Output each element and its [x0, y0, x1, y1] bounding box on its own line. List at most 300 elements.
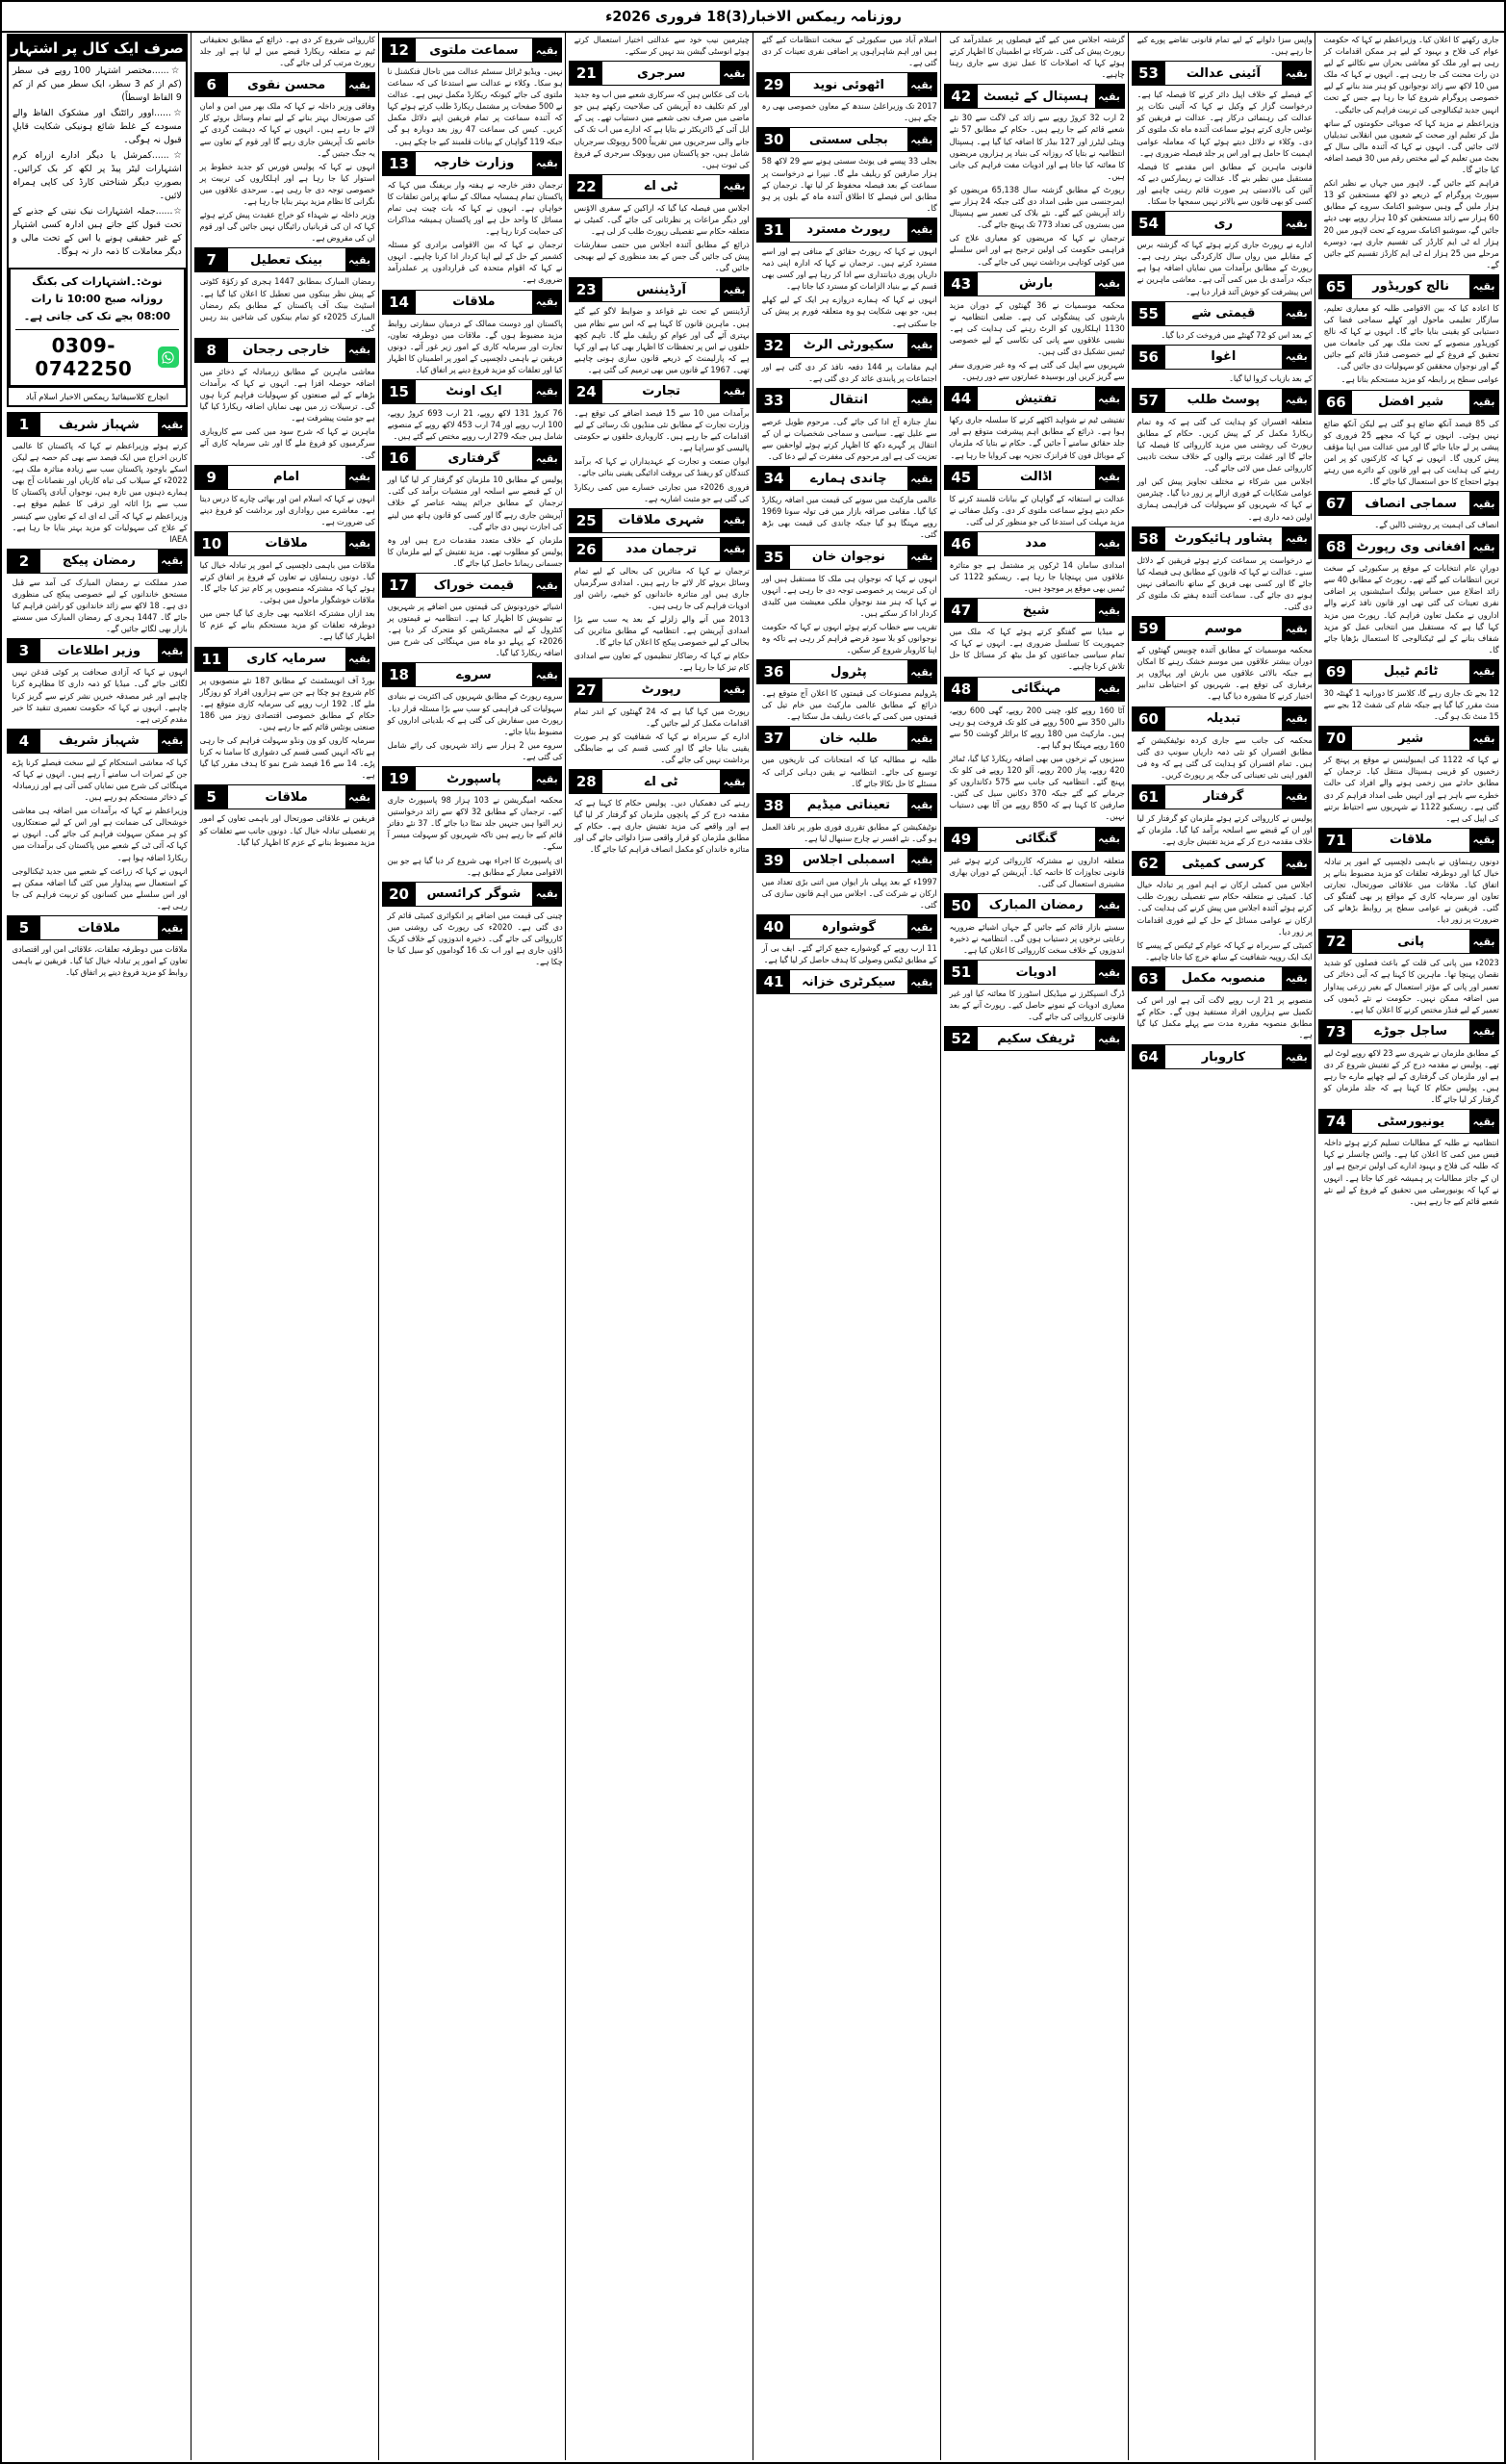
continuation-headline-box	[569, 508, 750, 533]
continuation-number: 39	[757, 849, 790, 872]
article-paragraph: سروے میں 2 ہزار سے زائد شہریوں کی رائے شامل کی گئی ہے۔	[387, 739, 563, 761]
article-paragraph: 2017 تک وزیراعلیٰ سندھ کے معاون خصوصی بھی رہ چکے ہیں۔	[761, 101, 937, 123]
article-paragraph: فریقین نے علاقائی صورتحال اور باہمی تعاون کے امور پر تفصیلی تبادلہ خیال کیا۔ دونوں جانب سے تعلقات کو مزید مضبوط بنانے کے عزم کا اظہار کیا گیا۔	[199, 813, 375, 847]
continuation-tag: بقیہ	[1469, 391, 1498, 414]
article-paragraph: منصوبے پر 21 ارب روپے لاگت آئی ہے اور اس کی تکمیل سے ہزاروں افراد مستفید ہوں گے۔ حکام کے مطابق منصوبہ مقررہ مدت سے پہلے مکمل کیا گیا ہے۔	[1136, 994, 1313, 1040]
article-paragraph: اشیائے خوردونوش کی قیمتوں میں اضافے پر شہریوں نے تشویش کا اظہار کیا ہے۔ انتظامیہ نے قیمتوں پر کنٹرول کے لیے مجسٹریٹس کو متحرک کر دیا ہے۔ 2026ء کے پہلے دو ماہ میں مہنگائی کی شرح میں اضافہ ریکارڈ کیا گیا۔	[387, 602, 563, 658]
continuation-number: 29	[757, 73, 790, 96]
continuation-title: رپورٹ مسترد	[790, 218, 907, 242]
continuation-tag: بقیہ	[532, 152, 561, 175]
continuation-tag: بقیہ	[907, 794, 936, 817]
article-paragraph: ملاقات میں باہمی دلچسپی کے امور پر تبادلہ خیال کیا گیا۔ دونوں رہنماؤں نے تعاون کے فروغ پر اتفاق کرتے ہوئے کہا کہ مشترکہ منصوبوں پر کام تیز کیا جائے گا۔ ملاقات خوشگوار ماحول میں ہوئی۔	[199, 559, 375, 605]
continuation-number: 28	[570, 770, 602, 793]
article-paragraph: اجلاس میں فیصلہ کیا گیا کہ اراکین کے سفری الاؤنس اور دیگر مراعات پر نظرثانی کی جائے گی۔ کمیٹی نے متعلقہ حکام سے تفصیلی رپورٹ طلب کر لی ہے۔	[574, 202, 750, 237]
article-paragraph: کارروائی شروع کر دی ہے۔ ذرائع کے مطابق تحقیقاتی ٹیم نے متعلقہ ریکارڈ قبضے میں لے لیا ہے اور جلد رپورٹ مرتب کر لی جائے گی۔	[199, 35, 375, 68]
continuation-title: ساجل جوڑے	[1352, 1020, 1469, 1043]
newspaper-column	[1315, 32, 1502, 2460]
continuation-number: 13	[383, 152, 416, 175]
continuation-headline-box	[756, 218, 937, 243]
continuation-number: 34	[757, 467, 790, 490]
article-paragraph: نہیں۔ ویڈیو ٹرائل سسٹم عدالت میں تاحال فنکشنل نا ہو سکا۔ وکلاء نے عدالت سے استدعا کی کہ سماعت ملتوی کی جائے کیونکہ ریکارڈ مکمل نہیں ہے۔ عدالت نے 500 صفحات پر مشتمل ریکارڈ طلب کرتے ہوئے کہا کہ آئندہ سماعت پر تمام فریقین اپنے دلائل مکمل کریں۔ کیس کی سماعت 47 روز بعد دوبارہ ہو گی جبکہ 119 گواہان کے بیانات قلمبند کیے جا چکے ہیں۔	[387, 66, 563, 146]
article-paragraph: کے فیصلے کے خلاف اپیل دائر کرنے کا فیصلہ کیا ہے۔ درخواست گزار کے وکیل نے کہا کہ آئینی نکات پر عدالت کی رہنمائی درکار ہے۔ عدالت نے فریقین کو نوٹس جاری کرتے ہوئے سماعت آئندہ ماہ تک ملتوی کر دی۔ وکلاء نے دلائل دیتے ہوئے کہا کہ معاملہ عوامی اہمیت کا حامل ہے اور اس پر جلد فیصلہ ضروری ہے۔	[1136, 90, 1313, 158]
continuation-title: شیر	[1352, 727, 1469, 750]
continuation-tag: بقیہ	[1469, 930, 1498, 953]
continuation-title: شیر افضل	[1352, 391, 1469, 414]
article-paragraph: چینی کی قیمت میں اضافے پر انکوائری کمیٹی قائم کر دی گئی ہے۔ 2020ء کی رپورٹ کی روشنی میں کارروائی کی جائے گی۔ ذخیرہ اندوزوں کے خلاف کریک ڈاؤن جاری ہے اور اب تک 16 گوداموں کو سیل کیا جا چکا ہے۔	[387, 910, 563, 967]
continuation-tag: بقیہ	[1469, 660, 1498, 683]
article-paragraph: 2013 میں آنے والے زلزلے کے بعد یہ سب سے بڑا امدادی آپریشن ہے۔ انتظامیہ کے مطابق متاثرین کی بحالی کے لیے خصوصی پیکج کا اعلان کیا جائے گا۔	[574, 614, 750, 648]
continuation-number: 48	[945, 678, 978, 701]
continuation-title: شہباز شریف	[40, 730, 158, 753]
continuation-headline-box	[1318, 491, 1499, 516]
article-paragraph: ملاقات میں دوطرفہ تعلقات، علاقائی امن اور اقتصادی تعاون کے امور پر تبادلہ خیال کیا گیا۔ فریقین نے باہمی روابط کو مزید فروغ دینے پر اتفاق کیا۔	[12, 944, 188, 978]
article-paragraph: کا اعادہ کیا کہ بین الاقوامی طلبہ کو معیاری تعلیم، سازگار تعلیمی ماحول اور کھلے سماجی فضا کی دستیابی کو یقینی بنایا جائے گا۔ انہوں نے کہا کہ نالج کوریڈور منصوبے کے تحت ملک بھر کی جامعات میں تحقیق کے فروغ کے لیے خصوصی فنڈز قائم کیے جائیں گے اور نوجوان محققین کو سہولیات دی جائیں گی۔	[1323, 302, 1499, 372]
continuation-tag: بقیہ	[907, 389, 936, 412]
newspaper-column	[191, 32, 378, 2460]
article-paragraph: ترجمان دفتر خارجہ نے ہفتہ وار بریفنگ میں کہا کہ پاکستان تمام ہمسایہ ممالک کے ساتھ پرامن تعلقات کا خواہاں ہے۔ انہوں نے کہا کہ بات چیت ہی تمام مسائل کا واحد حل ہے اور پاکستان ہمیشہ مذاکرات کی حمایت کرتا رہا ہے۔	[387, 179, 563, 237]
continuation-tag: بقیہ	[907, 218, 936, 242]
newspaper-column	[565, 32, 753, 2460]
continuation-number: 71	[1319, 829, 1352, 852]
continuation-headline-box	[194, 338, 375, 363]
continuation-tag: بقیہ	[907, 73, 936, 96]
continuation-headline-box	[569, 537, 750, 562]
continuation-number: 16	[383, 447, 416, 470]
continuation-title: کرسی کمیٹی	[1165, 852, 1283, 875]
continuation-title: شہباز شریف	[40, 413, 158, 436]
continuation-tag: بقیہ	[1469, 535, 1498, 558]
continuation-tag: بقیہ	[532, 574, 561, 597]
continuation-title: شوگر کرائسس	[416, 883, 533, 906]
continuation-headline-box	[756, 466, 937, 491]
continuation-number: 25	[570, 509, 602, 532]
continuation-headline-box	[7, 549, 188, 574]
advert-footer: انچارج کلاسیفائیڈ ریمکس الاخبار اسلام آباد	[9, 387, 186, 405]
article-paragraph: 76 کروڑ 131 لاکھ روپے، 21 ارب 693 کروڑ روپے، 100 ارب روپے اور 74 ارب 453 لاکھ روپے کے منصوبے شامل ہیں جبکہ 279 ارب روپے مختص کیے گئے ہیں۔	[387, 407, 563, 442]
article-paragraph: ڈرگ انسپکٹرز نے میڈیکل اسٹورز کا معائنہ کیا اور غیر معیاری ادویات کے نمونے حاصل کیے۔ رپورٹ آنے کے بعد قانونی کارروائی کی جائے گی۔	[949, 988, 1125, 1022]
continuation-title: انتقال	[790, 389, 907, 412]
continuation-headline-box	[382, 766, 563, 791]
article-paragraph: پٹرولیم مصنوعات کی قیمتوں کا اعلان آج متوقع ہے۔ ذرائع کے مطابق عالمی مارکیٹ میں خام تیل کی قیمتوں میں کمی کے باعث ریلیف مل سکتا ہے۔	[761, 688, 937, 722]
continuation-title: ملاقات	[416, 291, 533, 314]
continuation-title: گرفتاری	[416, 447, 533, 470]
continuation-tag: بقیہ	[1282, 707, 1311, 731]
article-paragraph: نوٹیفکیشن کے مطابق تقرری فوری طور پر نافذ العمل ہو گی۔ نئے افسر نے چارج سنبھال لیا ہے۔	[761, 821, 937, 843]
continuation-number: 67	[1319, 492, 1352, 515]
continuation-number: 60	[1133, 707, 1165, 731]
continuation-title: ٹائم ٹیبل	[1352, 660, 1469, 683]
continuation-headline-box	[756, 127, 937, 152]
advert-body	[9, 62, 186, 265]
continuation-tag: بقیہ	[907, 546, 936, 569]
continuation-number: 74	[1319, 1110, 1352, 1133]
continuation-number: 1	[8, 413, 40, 436]
continuation-title: رمضان پیکج	[40, 550, 158, 573]
article-paragraph: جاری رکھنے کا اعلان کیا۔ وزیراعظم نے کہا کہ حکومت عوام کی فلاح و بہبود کے لیے ہر ممکن اقدامات کر رہی ہے اور ملک کو معاشی بحران سے نکالنے کے لیے دن رات محنت کی جا رہی ہے۔ انہوں نے کہا کہ ملک میں 10 لاکھ سے زائد نوجوانوں کو ہنر مند بنانے کے لیے خصوصی پروگرام شروع کیا جا رہا ہے جس کے تحت انہیں جدید ٹیکنالوجی کی تربیت فراہم کی جائیگی۔	[1323, 35, 1499, 115]
continuation-headline-box	[756, 545, 937, 570]
continuation-number: 50	[945, 894, 978, 917]
article-paragraph: انہوں نے کہا کہ نوجوان ہی ملک کا مستقبل ہیں اور ان کی تربیت پر خصوصی توجہ دی جا رہی ہے۔ انہوں نے کہا کہ ہنر مند نوجوان ملکی معیشت میں کلیدی کردار ادا کر سکتے ہیں۔	[761, 573, 937, 618]
continuation-tag: بقیہ	[345, 339, 374, 362]
continuation-tag: بقیہ	[158, 730, 187, 753]
continuation-tag: بقیہ	[1282, 302, 1311, 325]
continuation-title: پانی	[1352, 930, 1469, 953]
continuation-headline-box	[944, 960, 1125, 985]
continuation-title: سماجی انصاف	[1352, 492, 1469, 515]
article-paragraph: ترجمان نے کہا کہ متاثرین کی بحالی کے لیے تمام وسائل بروئے کار لائے جا رہے ہیں۔ امدادی سرگرمیاں جاری ہیں اور متاثرہ خاندانوں کو خیمے، راشن اور ادویات فراہم کی جا رہی ہیں۔	[574, 565, 750, 610]
article-paragraph: اسلام آباد میں سکیورٹی کے سخت انتظامات کیے گئے ہیں اور اہم شاہراہوں پر اضافی نفری تعینات کر دی گئی ہے۔	[761, 35, 937, 68]
article-paragraph: معاشی ماہرین کے مطابق زرمبادلہ کے ذخائر میں اضافہ حوصلہ افزا ہے۔ انہوں نے کہا کہ برآمدات بڑھانے کے لیے صنعتوں کو سہولیات فراہم کرنا ہوں گی۔ ترسیلات زر میں بھی نمایاں اضافہ ریکارڈ کیا گیا ہے جو مثبت پیشرفت ہے۔	[199, 366, 375, 424]
article-paragraph: سرمایہ کاروں کو ون ونڈو سہولت فراہم کی جا رہی ہے تاکہ انہیں کسی قسم کی دشواری کا سامنا نہ کرنا پڑے۔ 14 سے 16 فیصد شرح نمو کا ہدف مقرر کیا گیا ہے۔	[199, 735, 375, 781]
continuation-number: 56	[1133, 346, 1165, 369]
newspaper-column	[378, 32, 566, 2460]
continuation-headline-box	[944, 531, 1125, 556]
continuation-title: سرجری	[602, 62, 720, 85]
continuation-tag: بقیہ	[158, 413, 187, 436]
continuation-title: بینک تعطیل	[228, 248, 345, 271]
continuation-headline-box	[1132, 211, 1313, 236]
continuation-title: اسمبلی اجلاس	[790, 849, 907, 872]
continuation-number: 5	[195, 785, 228, 808]
continuation-headline-box	[1132, 526, 1313, 552]
continuation-headline-box	[944, 465, 1125, 490]
continuation-tag: بقیہ	[345, 648, 374, 671]
article-paragraph: وزیراعظم نے کہا کہ برآمدات میں اضافہ ہی معاشی خوشحالی کی ضمانت ہے اور اس کے لیے صنعتکاروں کو ہر ممکن سہولت فراہم کی جائے گی۔ انہوں نے کہا کہ آئی ٹی کے شعبے میں پاکستان کی برآمدات میں ریکارڈ اضافہ ہوا ہے۔	[12, 806, 188, 862]
continuation-title: وزیر اطلاعات	[40, 639, 158, 662]
masthead-title: روزنامہ ریمکس الاخبار(3)18 فروری 2026ء	[604, 8, 902, 25]
continuation-tag: بقیہ	[1469, 1020, 1498, 1043]
article-paragraph: واپس سزا دلوانے کے لیے تمام قانونی تقاضے پورے کیے جا رہے ہیں۔	[1136, 35, 1313, 57]
continuation-number: 38	[757, 794, 790, 817]
continuation-tag: بقیہ	[1282, 1045, 1311, 1068]
article-paragraph: بورڈ آف انویسٹمنٹ کے مطابق 187 نئے منصوبوں پر کام شروع ہو چکا ہے جن سے ہزاروں افراد کو روزگار ملے گا۔ 192 ارب روپے کی سرمایہ کاری متوقع ہے۔ حکام کے مطابق خصوصی اقتصادی زونز میں 186 صنعتی یونٹس قائم کیے جا رہے ہیں۔	[199, 675, 375, 732]
continuation-headline-box	[7, 412, 188, 437]
article-paragraph: عدالت نے استغاثہ کے گواہان کے بیانات قلمبند کرنے کا حکم دیتے ہوئے سماعت ملتوی کر دی۔ وکیل صفائی نے مزید مہلت کی استدعا کی جو منظور کر لی گئی۔	[949, 493, 1125, 526]
continuation-tag: بقیہ	[720, 770, 749, 793]
continuation-headline-box	[1318, 726, 1499, 751]
continuation-number: 49	[945, 828, 978, 851]
continuation-title: تبدیلہ	[1165, 707, 1283, 731]
continuation-number: 24	[570, 380, 602, 403]
newspaper-column	[4, 32, 191, 2460]
continuation-tag: بقیہ	[720, 278, 749, 301]
continuation-title: ملاقات	[40, 916, 158, 939]
continuation-headline-box	[569, 61, 750, 86]
continuation-number: 4	[8, 730, 40, 753]
continuation-headline-box	[1318, 274, 1499, 299]
continuation-tag: بقیہ	[1282, 62, 1311, 85]
advert-phone-row[interactable]	[15, 329, 179, 380]
article-paragraph: شہریوں سے اپیل کی گئی ہے کہ وہ غیر ضروری سفر سے گریز کریں اور بوسیدہ عمارتوں سے دور رہیں۔	[949, 360, 1125, 382]
article-paragraph: کے مطابق ملزمان نے شہری سے 23 لاکھ روپے لوٹ لیے تھے۔ پولیس نے مقدمہ درج کر کے تفتیش شروع کر دی ہے اور ملزمان کی گرفتاری کے لیے چھاپے مارے جا رہے ہیں۔ پولیس حکام کا کہنا ہے کہ جلد ملزمان کو گرفتار کر لیا جائے گا۔	[1323, 1047, 1499, 1105]
continuation-number: 52	[945, 1027, 978, 1050]
newspaper-column	[753, 32, 940, 2460]
article-paragraph: 2 ارب 32 کروڑ روپے سے زائد کی لاگت سے 30 نئے شعبے قائم کیے جا رہے ہیں۔ حکام کے مطابق 57 نئے وینٹی لیٹرز اور 127 بیڈز کا اضافہ کیا گیا ہے۔ ہسپتال انتظامیہ نے بتایا کہ روزانہ کی بنیاد پر ہزاروں مریضوں کا معائنہ کیا جاتا ہے اور ادویات مفت فراہم کی جاتی ہیں۔	[949, 113, 1125, 181]
continuation-number: 11	[195, 648, 228, 671]
continuation-tag: بقیہ	[158, 916, 187, 939]
continuation-tag: بقیہ	[345, 248, 374, 271]
continuation-number: 43	[945, 272, 978, 295]
continuation-tag: بقیہ	[720, 175, 749, 198]
continuation-headline-box	[382, 882, 563, 907]
article-paragraph: سبزیوں کے نرخوں میں بھی اضافہ ریکارڈ کیا گیا، ٹماٹر 420 روپے، پیاز 200 روپے، آلو 120 روپے فی کلو تک پہنچ گئے۔ انتظامیہ کی جانب سے 575 دکانداروں کو جرمانے کیے گئے جبکہ 370 دکانیں سیل کی گئیں۔ صارفین کا کہنا ہے کہ 850 روپے من آٹا بھی دستیاب نہیں۔	[949, 753, 1125, 822]
continuation-number: 47	[945, 599, 978, 622]
article-paragraph: کے بعد بازیاب کروا لیا گیا۔	[1228, 372, 1313, 383]
continuation-title: ٹی اے	[602, 175, 720, 198]
continuation-tag: بقیہ	[1095, 387, 1124, 410]
continuation-number: 22	[570, 175, 602, 198]
continuation-headline-box	[756, 659, 937, 684]
article-paragraph: حکام نے کہا کہ رضاکار تنظیموں کے تعاون سے امدادی کام تیز کیا جا رہا ہے۔	[574, 651, 750, 673]
continuation-number: 46	[945, 532, 978, 555]
continuation-headline-box	[756, 793, 937, 818]
article-paragraph: آرڈیننس کے تحت نئے قواعد و ضوابط لاگو کیے گئے ہیں۔ ماہرین قانون کا کہنا ہے کہ اس سے نظام میں بہتری آئے گی اور عوام کو ریلیف ملے گا۔ تاہم کچھ حلقوں نے اس پر تحفظات کا اظہار بھی کیا ہے اور کہا ہے کہ پارلیمنٹ کے ذریعے قانون سازی ہونی چاہیے تھی۔ 1967 کے قانون میں بھی ترمیم کی گئی ہے۔	[574, 306, 750, 374]
advert-rule-line: ☆......جملہ اشتہارات نیک نیتی کے جذبے کے تحت قبول کئے جاتے ہیں ادارہ کسی اشتہار کے غیر حقیقی ہونے یا اس کے تحت مالی و دیگر معاملات کا ذمہ دار نہ ہوگا۔	[13, 206, 182, 257]
continuation-headline-box	[1318, 1019, 1499, 1044]
continuation-number: 10	[195, 532, 228, 555]
continuation-number: 19	[383, 767, 416, 790]
continuation-tag: بقیہ	[345, 532, 374, 555]
article-paragraph: ای پاسپورٹ کا اجراء بھی شروع کر دیا گیا ہے جو بین الاقوامی معیار کے مطابق ہے۔	[387, 855, 563, 877]
continuation-title: موسم	[1165, 617, 1283, 640]
continuation-tag: بقیہ	[1469, 727, 1498, 750]
continuation-headline-box	[569, 379, 750, 404]
continuation-headline-box	[1132, 966, 1313, 991]
article-paragraph: قانونی ماہرین کے مطابق اس مقدمے کا فیصلہ مستقبل میں نظیر بنے گا۔ عدالت نے ریمارکس دیے کہ آئین کی بالادستی ہر صورت قائم رہنی چاہیے اور کسی کو بھی قانون سے بالاتر نہیں سمجھا جا سکتا۔	[1136, 161, 1313, 207]
continuation-title: شہری ملاقات	[602, 509, 720, 532]
continuation-tag: بقیہ	[720, 679, 749, 702]
article-paragraph: پولیس نے کارروائی کرتے ہوئے ملزمان کو گرفتار کر لیا اور ان کے قبضے سے اسلحہ برآمد کیا گیا۔ ملزمان کے خلاف مقدمہ درج کر کے مزید تفتیش جاری ہے۔	[1136, 812, 1313, 847]
continuation-headline-box	[382, 573, 563, 598]
continuation-headline-box	[944, 386, 1125, 411]
continuation-title: مہنگائی	[978, 678, 1095, 701]
article-paragraph: کی 85 فیصد آنکھ ضائع ہو گئی ہے لیکن آنکھ ضائع نہیں ہوئی۔ انہوں نے کہا کہ مجھے 25 فروری کو پیشی پر لے جایا جائے گا اور میں عدالت میں اپنا مؤقف پیش کروں گا۔ انہوں نے کہا کہ کارکنوں کو پر امن رہنے کی ہدایت کی ہے اور قانون کے دائرے میں رہتے ہوئے احتجاج کا حق استعمال کیا جائے گا۔	[1323, 418, 1499, 486]
continuation-title: چاندی ہمارے	[790, 467, 907, 490]
continuation-tag: بقیہ	[907, 660, 936, 683]
continuation-number: 20	[383, 883, 416, 906]
continuation-tag: بقیہ	[1282, 785, 1311, 808]
article-paragraph: بجلی 33 پیسے فی یونٹ سستی ہونے سے 29 لاکھ 58 ہزار صارفین کو ریلیف ملے گا۔ نیپرا نے درخواست پر سماعت کے بعد فیصلہ محفوظ کر لیا تھا۔ ترجمان کے مطابق اس فیصلے کا اطلاق آئندہ ماہ کے بلوں پر ہو گا۔	[761, 156, 937, 213]
continuation-tag: بقیہ	[1095, 828, 1124, 851]
continuation-headline-box	[1132, 388, 1313, 413]
article-paragraph: وزیراعظم نے مزید کہا کہ صوبائی حکومتوں کے ساتھ مل کر تعلیم اور صحت کے شعبوں میں انقلابی تبدیلیاں لائی جائیں گی۔ انہوں نے کہا کہ آئندہ مالی سال کے بجٹ میں تعلیم کے لیے مختص رقم میں 30 فیصد اضافہ کیا جائے گا۔	[1323, 117, 1499, 175]
continuation-title: تعیناتی میڈیم	[790, 794, 907, 817]
continuation-tag: بقیہ	[720, 380, 749, 403]
continuation-number: 12	[383, 38, 416, 62]
continuation-headline-box	[382, 290, 563, 315]
continuation-number: 61	[1133, 785, 1165, 808]
continuation-title: سماعت ملتوی	[416, 38, 533, 62]
article-paragraph: محکمہ موسمیات نے 36 گھنٹوں کے دوران مزید بارشوں کی پیشگوئی کی ہے۔ ضلعی انتظامیہ نے 1130 اہلکاروں کو الرٹ رہنے کی ہدایت کی ہے۔ نشیبی علاقوں سے پانی کی نکاسی کے لیے خصوصی ٹیمیں تشکیل دی گئی ہیں۔	[949, 299, 1125, 356]
continuation-headline-box	[756, 333, 937, 358]
article-paragraph: رپورٹ میں کہا گیا ہے کہ 24 گھنٹوں کے اندر تمام اقدامات مکمل کر لیے جائیں گے۔	[574, 706, 750, 728]
article-paragraph: تقریب سے خطاب کرتے ہوئے انہوں نے کہا کہ حکومت نوجوانوں کو بلا سود قرضے فراہم کر رہی ہے تاکہ وہ اپنا کاروبار شروع کر سکیں۔	[761, 621, 937, 655]
continuation-title: تفتیش	[978, 387, 1095, 410]
continuation-headline-box	[944, 84, 1125, 109]
article-paragraph: فراہم کئے جائیں گے۔ لاہور میں جہاں بے نظیر انکم سپورٹ پروگرام کے ذریعے دو لاکھ مستحقین کو 13 ہزار ملیں گے وہیں سوشیو اکنامک سروے کے مطابق 60 ہزار سے زائد مستحقین کو 10 ہزار روپے بھی دیئے جائیں گے، سوشیو اکنامک سروے کے تحت لاہور میں 20 ہزار اے ٹی ایم کارڈز کی تقسیم جاری ہے، دوسرے مرحلے میں 25 ہزار اے ٹی ایم کارڈز تقسیم کئے جائیں گے۔	[1323, 178, 1499, 270]
continuation-headline-box	[756, 914, 937, 939]
newspaper-column	[1128, 32, 1315, 2460]
continuation-tag: بقیہ	[1095, 1027, 1124, 1050]
continuation-tag: بقیہ	[1095, 894, 1124, 917]
article-paragraph: نے میڈیا سے گفتگو کرتے ہوئے کہا کہ ملک میں جمہوریت کا تسلسل ضروری ہے۔ انہوں نے کہا کہ تمام سیاسی جماعتوں کو مل بیٹھ کر مسائل کا حل تلاش کرنا چاہیے۔	[949, 627, 1125, 672]
continuation-headline-box	[944, 827, 1125, 852]
article-paragraph: سروے رپورٹ کے مطابق شہریوں کی اکثریت نے بنیادی سہولیات کی فراہمی کو سب سے بڑا مسئلہ قرار دیا۔ رپورٹ میں سفارش کی گئی ہے کہ بلدیاتی اداروں کو مضبوط بنایا جائے۔	[387, 691, 563, 736]
continuation-title: مدد	[978, 532, 1095, 555]
continuation-title: خارجی رجحان	[228, 339, 345, 362]
article-paragraph: 11 ارب روپے کے گوشوارے جمع کرائے گئے۔ ایف بی آر کے مطابق ٹیکس وصولی کا ہدف حاصل کر لیا گیا ہے۔	[761, 943, 937, 965]
continuation-title: اٹھوئی نوید	[790, 73, 907, 96]
continuation-headline-box	[382, 662, 563, 687]
continuation-tag: بقیہ	[532, 380, 561, 403]
article-paragraph: امدادی سامان 14 ٹرکوں پر مشتمل ہے جو متاثرہ علاقوں میں پہنچایا جا رہا ہے۔ ریسکیو 1122 کی ٹیمیں بھی موقع پر موجود ہیں۔	[949, 559, 1125, 594]
continuation-title: اڈالت	[978, 466, 1095, 489]
article-paragraph: وفاقی وزیر داخلہ نے کہا کہ ملک بھر میں امن و امان کی صورتحال بہتر بنانے کے لیے تمام وسائل بروئے کار لائے جا رہے ہیں۔ انہوں نے کہا کہ دہشت گردی کے خاتمے تک آپریشن جاری رہے گا اور قوم کے تعاون سے یہ جنگ جیتیں گے۔	[199, 101, 375, 158]
continuation-tag: بقیہ	[1282, 852, 1311, 875]
continuation-title: ترجمان مدد	[602, 538, 720, 561]
article-paragraph: چیئرمین نیب خود سے عدالتی اختیار استعمال کرتے ہوئے انوسٹی گیشن بند نہیں کر سکتے۔	[574, 35, 750, 57]
article-paragraph: کمیٹی کے سربراہ نے کہا کہ عوام کے ٹیکس کے پیسے کا ایک ایک روپیہ شفافیت کے ساتھ خرچ کیا جانا چاہیے۔	[1136, 939, 1313, 962]
continuation-tag: بقیہ	[158, 639, 187, 662]
article-paragraph: انتظامیہ نے طلبہ کے مطالبات تسلیم کرتے ہوئے داخلہ فیس میں کمی کا اعلان کیا ہے۔ وائس چانسلر نے کہا کہ طلبہ کی فلاح و بہبود ادارے کی اولین ترجیح ہے اور ان کے جائز مطالبات پر ہمیشہ غور کیا جاتا ہے۔ انہوں نے کہا کہ یونیورسٹی میں تحقیق کے فروغ کے لیے نئے شعبے قائم کیے جا رہے ہیں۔	[1323, 1138, 1499, 1206]
continuation-title: شیخ	[978, 599, 1095, 622]
continuation-tag: بقیہ	[1095, 466, 1124, 489]
column-grid	[4, 32, 1502, 2460]
continuation-title: آئینی عدالت	[1165, 62, 1283, 85]
continuation-number: 37	[757, 727, 790, 750]
continuation-title: پوسٹ طلب	[1165, 389, 1283, 412]
continuation-number: 65	[1319, 275, 1352, 298]
continuation-tag: بقیہ	[907, 915, 936, 938]
continuation-number: 51	[945, 961, 978, 984]
continuation-headline-box	[7, 915, 188, 940]
continuation-tag: بقیہ	[532, 767, 561, 790]
continuation-title: ری	[1165, 212, 1283, 235]
continuation-tag: بقیہ	[1095, 85, 1124, 108]
article-paragraph: رپورٹ کے مطابق گزشتہ سال 65,138 مریضوں کو ایمرجنسی میں طبی امداد دی گئی جبکہ 24 ہزار سے زائد آپریشن کیے گئے۔ نئے بلاک کی تعمیر سے ہسپتال میں بستروں کی تعداد 773 تک پہنچ جائے گی۔	[949, 184, 1125, 230]
continuation-tag: بقیہ	[345, 785, 374, 808]
continuation-headline-box	[1318, 929, 1499, 954]
continuation-tag: بقیہ	[907, 467, 936, 490]
continuation-headline-box	[944, 598, 1125, 623]
article-paragraph: تفتیشی ٹیم نے شواہد اکٹھے کرنے کا سلسلہ جاری رکھا ہوا ہے۔ ذرائع کے مطابق اہم پیشرفت متوقع ہے اور جلد حقائق سامنے آ جائیں گے۔ حکام نے بتایا کہ ملزمان کے موبائل فون کا فرانزک تجزیہ بھی کروایا جا رہا ہے۔	[949, 415, 1125, 460]
continuation-headline-box	[1318, 828, 1499, 853]
advert-heading: صرف ایک کال پر اشتہار	[9, 36, 186, 62]
continuation-tag: بقیہ	[720, 62, 749, 85]
continuation-title: ملاقات	[1352, 829, 1469, 852]
continuation-tag: بقیہ	[1282, 527, 1311, 551]
continuation-tag: بقیہ	[720, 538, 749, 561]
continuation-headline-box	[1132, 1044, 1313, 1069]
article-paragraph: بات کی عکاس ہیں کہ سرکاری شعبے میں اب وہ جدید اور کم تکلیف دہ آپریشن کی صلاحیت رکھتے ہیں جو ماضی میں صرف نجی شعبے میں دستیاب تھے۔ پی کے ایل آئی کے ڈائریکٹر نے بتایا ہے کہ ادارے میں اب تک کی جانے والی سرجریوں میں تقریباً 500 روبوٹک سرجریاں شامل ہیں، جو پاکستان میں روبوٹک سرجری کے فروغ کی ثبوت ہیں۔	[574, 90, 750, 169]
continuation-headline-box	[382, 151, 563, 176]
article-paragraph: 12 بجے تک جاری رہے گا، کلاسز کا دورانیہ 1 گھنٹہ 30 منٹ مقرر کیا گیا ہے جبکہ شام کی شفٹ 12 بجے سے 15 منٹ تک ہو گی۔	[1323, 687, 1499, 722]
continuation-title: رپورٹ	[602, 679, 720, 702]
article-paragraph: متعلقہ افسران کو ہدایت کی گئی ہے کہ وہ تمام ریکارڈ مکمل کر کے پیش کریں۔ حکام کے مطابق رپورٹ کی روشنی میں مزید کارروائی کا فیصلہ کیا جائے گا اور غفلت برتنے والوں کے خلاف سخت تادیبی کارروائی عمل میں لائی جائے گی۔	[1136, 416, 1313, 474]
classified-advert-box	[7, 34, 188, 407]
article-paragraph: انہوں نے کہا کہ زراعت کے شعبے میں جدید ٹیکنالوجی کے استعمال سے پیداوار میں کئی گنا اضافہ ممکن ہے اور اس سلسلے میں کسانوں کو تربیت فراہم کی جا رہی ہے۔	[12, 865, 188, 911]
continuation-tag: بقیہ	[1095, 961, 1124, 984]
continuation-tag: بقیہ	[1469, 275, 1498, 298]
continuation-number: 23	[570, 278, 602, 301]
continuation-number: 41	[757, 970, 790, 993]
continuation-tag: بقیہ	[720, 509, 749, 532]
continuation-headline-box	[194, 784, 375, 809]
continuation-title: بجلی سستی	[790, 128, 907, 151]
continuation-tag: بقیہ	[1282, 212, 1311, 235]
continuation-headline-box	[382, 446, 563, 471]
continuation-title: ٹریفک سکیم	[978, 1027, 1095, 1050]
continuation-tag: بقیہ	[345, 466, 374, 489]
continuation-tag: بقیہ	[1095, 678, 1124, 701]
continuation-title: پٹرول	[790, 660, 907, 683]
article-paragraph: 2023ء میں پانی کی قلت کے باعث فصلوں کو شدید نقصان پہنچا تھا۔ ماہرین کا کہنا ہے کہ آبی ذخائر کی تعمیر اور پانی کے مؤثر استعمال کے بغیر زرعی پیداوار میں اضافہ ممکن نہیں۔ حکومت نے نئے ڈیموں کی تعمیر کے لیے فنڈز مختص کرنے کا اعلان کیا ہے۔	[1323, 958, 1499, 1014]
continuation-title: افغانی وی رپورٹ	[1352, 535, 1469, 558]
continuation-title: نوجوان خان	[790, 546, 907, 569]
article-paragraph: اہم مقامات پر 144 دفعہ نافذ کر دی گئی ہے اور اجتماعات پر پابندی عائد کر دی گئی ہے۔	[761, 361, 937, 383]
continuation-headline-box	[944, 271, 1125, 296]
article-paragraph: ایوان صنعت و تجارت کے عہدیداران نے کہا کہ برآمد کنندگان کو ریفنڈ کی بروقت ادائیگی یقینی بنائی جائے۔	[574, 456, 750, 478]
continuation-headline-box	[1132, 616, 1313, 641]
article-paragraph: اجلاس میں شرکاء نے مختلف تجاویز پیش کیں اور عوامی شکایات کے فوری ازالے پر زور دیا گیا۔ چیئرمین نے کہا کہ شہریوں کو سہولیات کی فراہمی ہماری اولین ذمہ داری ہے۔	[1136, 476, 1313, 522]
continuation-title: گرفتار	[1165, 785, 1283, 808]
article-paragraph: اجلاس میں کمیٹی ارکان نے اہم امور پر تبادلہ خیال کیا۔ کمیٹی نے متعلقہ حکام سے تفصیلی رپورٹ طلب کرتے ہوئے آئندہ اجلاس میں پیش کرنے کی ہدایت کی۔ ارکان نے عوامی مسائل کے حل کے لیے فوری اقدامات پر زور دیا۔	[1136, 880, 1313, 937]
article-paragraph: انہوں نے کہا کہ رپورٹ حقائق کے منافی ہے اور اسے مسترد کرتے ہیں۔ ترجمان نے کہا کہ ادارہ اپنی ذمہ داریاں پوری دیانتداری سے ادا کر رہا ہے اور کسی بھی قسم کے بے بنیاد الزامات کو مسترد کیا جاتا ہے۔	[761, 245, 937, 292]
continuation-number: 64	[1133, 1045, 1165, 1068]
continuation-headline-box	[756, 969, 937, 994]
continuation-title: سیکرٹری خزانہ	[790, 970, 907, 993]
continuation-number: 58	[1133, 527, 1165, 551]
continuation-headline-box	[1132, 706, 1313, 732]
continuation-title: تجارت	[602, 380, 720, 403]
continuation-title: امام	[228, 466, 345, 489]
continuation-tag: بقیہ	[1095, 272, 1124, 295]
continuation-tag: بقیہ	[1469, 1110, 1498, 1133]
continuation-title: یونیورسٹی	[1352, 1110, 1469, 1133]
continuation-tag: بقیہ	[532, 38, 561, 62]
article-paragraph: نے کہا کہ 1122 کی ایمبولینس نے موقع پر پہنچ کر زخمیوں کو قریبی ہسپتال منتقل کیا۔ ترجمان کے مطابق حادثے میں زخمی ہونے والے افراد کی حالت خطرے سے باہر ہے اور انہیں طبی امداد فراہم کر دی گئی ہے۔ ریسکیو 1122 نے شہریوں سے احتیاط برتنے کی اپیل کی ہے۔	[1323, 755, 1499, 823]
continuation-headline-box	[1132, 851, 1313, 876]
continuation-headline-box	[194, 647, 375, 672]
article-paragraph: نے درخواست پر سماعت کرتے ہوئے فریقین کے دلائل سنے۔ عدالت نے کہا کہ قانون کے مطابق ہی فیصلہ کیا جائے گا اور کسی بھی فریق کے ساتھ ناانصافی نہیں ہونے دی جائے گی۔ سماعت آئندہ ہفتے تک ملتوی کر دی گئی۔	[1136, 554, 1313, 611]
continuation-headline-box	[1132, 61, 1313, 86]
continuation-title: قیمتی شے	[1165, 302, 1283, 325]
continuation-title: سروے	[416, 663, 533, 686]
continuation-tag: بقیہ	[1282, 389, 1311, 412]
continuation-title: قیمت خوراک	[416, 574, 533, 597]
article-paragraph: 1997ء کے بعد پہلی بار ایوان میں اتنی بڑی تعداد میں ارکان نے شرکت کی۔ اجلاس میں اہم قانون سازی کی گئی۔	[761, 876, 937, 911]
continuation-number: 31	[757, 218, 790, 242]
continuation-tag: بقیہ	[1282, 967, 1311, 990]
continuation-number: 44	[945, 387, 978, 410]
continuation-title: اغوا	[1165, 346, 1283, 369]
article-paragraph: کرتے ہوئے وزیراعظم نے کہا کہ پاکستان کا عالمی کاربن اخراج میں ایک فیصد سے بھی کم حصہ ہے لیکن اسکے باوجود پاکستان سب سے زیادہ متاثرہ ملک ہے، 2022ء کے سیلاب کی تباہ کاریاں اور نقصانات آج بھی ہمارے ذہنوں میں تازہ ہیں، نوجوان آبادی پاکستان کا سب سے بڑا اثاثہ اور ترقی کا عظیم موقع ہے۔ وزیراعظم نے کہا کہ آئی اے ای اے کے تعاون سے کینسر کے علاج کی سہولیات کو مزید بہتر بنایا جا رہا ہے۔ IAEA	[12, 441, 188, 544]
continuation-title: کاروبار	[1165, 1045, 1283, 1068]
article-paragraph: پولیس کے مطابق 10 ملزمان کو گرفتار کر لیا گیا اور ان کے قبضے سے اسلحہ اور منشیات برآمد کی گئی۔ ترجمان کے مطابق جرائم پیشہ عناصر کے خلاف آپریشن جاری رہے گا اور کسی کو قانون ہاتھ میں لینے کی اجازت نہیں دی جائے گی۔	[387, 475, 563, 531]
continuation-tag: بقیہ	[532, 663, 561, 686]
continuation-headline-box	[7, 638, 188, 663]
advert-phone-number[interactable]: 0309-0742250	[35, 334, 133, 380]
continuation-tag: بقیہ	[1095, 599, 1124, 622]
continuation-number: 30	[757, 128, 790, 151]
article-paragraph: ادارے کے سربراہ نے کہا کہ شفافیت کو ہر صورت یقینی بنایا جائے گا اور کسی قسم کی بے ضابطگی برداشت نہیں کی جائے گی۔	[574, 731, 750, 764]
continuation-number: 33	[757, 389, 790, 412]
continuation-title: پاسپورٹ	[416, 767, 533, 790]
continuation-number: 40	[757, 915, 790, 938]
article-paragraph: عالمی مارکیٹ میں سونے کی قیمت میں اضافہ ریکارڈ کیا گیا۔ مقامی صرافہ بازار میں فی تولہ سونا 1969 روپے مہنگا ہو گیا جبکہ چاندی کی قیمت بھی بڑھ گئی۔	[761, 495, 937, 540]
continuation-title: آرڈیننس	[602, 278, 720, 301]
article-paragraph: کہا کہ معاشی استحکام کے لیے سخت فیصلے کرنا پڑے جن کے ثمرات اب سامنے آ رہے ہیں۔ انہوں نے کہا کہ مہنگائی کی شرح میں نمایاں کمی آئی ہے اور زرمبادلہ کے ذخائر مستحکم ہو رہے ہیں۔	[12, 757, 188, 803]
